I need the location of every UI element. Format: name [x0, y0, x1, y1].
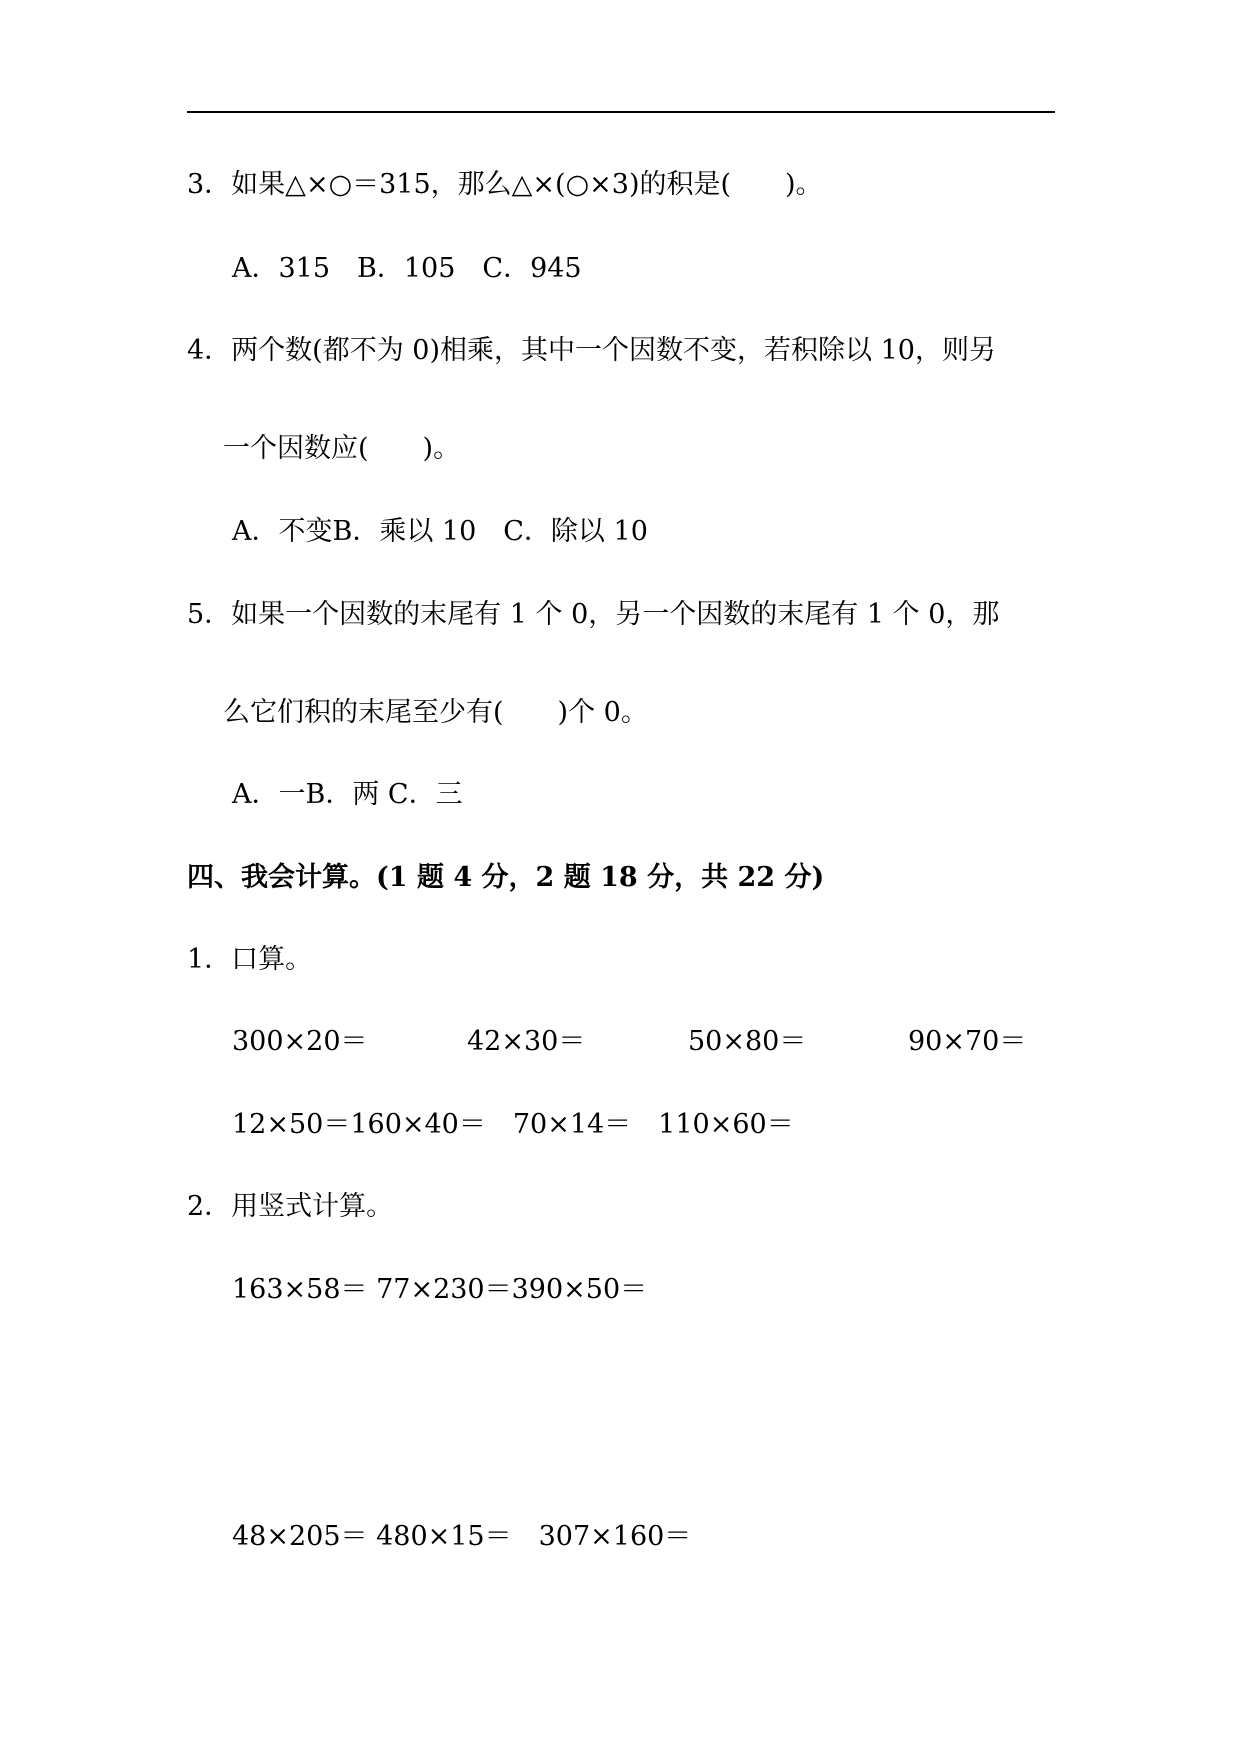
- header-rule: [187, 111, 1055, 113]
- question-4-stem-line1: 4．两个数(都不为 0)相乘，其中一个因数不变，若积除以 10，则另: [187, 335, 996, 366]
- mental-math-item: 42×30＝: [467, 1026, 586, 1057]
- question-5-stem-line2: 么它们积的末尾至少有( )个 0。: [223, 697, 648, 728]
- mental-math-item: 300×20＝: [232, 1026, 368, 1057]
- part-1-label: 1．口算。: [187, 944, 313, 975]
- mental-math-item: 90×70＝: [908, 1026, 1027, 1057]
- question-4-options: A．不变B．乘以 10 C．除以 10: [232, 516, 648, 547]
- part-2-label: 2．用竖式计算。: [187, 1191, 394, 1222]
- question-4-stem-line2: 一个因数应( )。: [223, 433, 461, 464]
- question-3-options: A．315 B．105 C．945: [232, 253, 582, 284]
- question-3-stem: 3．如果△×○＝315，那么△×(○×3)的积是( )。: [187, 169, 823, 200]
- question-5-options: A．一B．两 C．三: [232, 779, 463, 810]
- mental-math-item: 50×80＝: [688, 1026, 807, 1057]
- question-5-stem-line1: 5．如果一个因数的末尾有 1 个 0，另一个因数的末尾有 1 个 0，那: [187, 599, 1000, 630]
- section-4-heading: 四、我会计算。(1 题 4 分，2 题 18 分，共 22 分): [187, 862, 825, 893]
- mental-math-row-2: 12×50＝160×40＝ 70×14＝ 110×60＝: [232, 1109, 794, 1140]
- vertical-calc-row-2: 48×205＝ 480×15＝ 307×160＝: [232, 1521, 692, 1552]
- vertical-calc-row-1: 163×58＝ 77×230＝390×50＝: [232, 1274, 648, 1305]
